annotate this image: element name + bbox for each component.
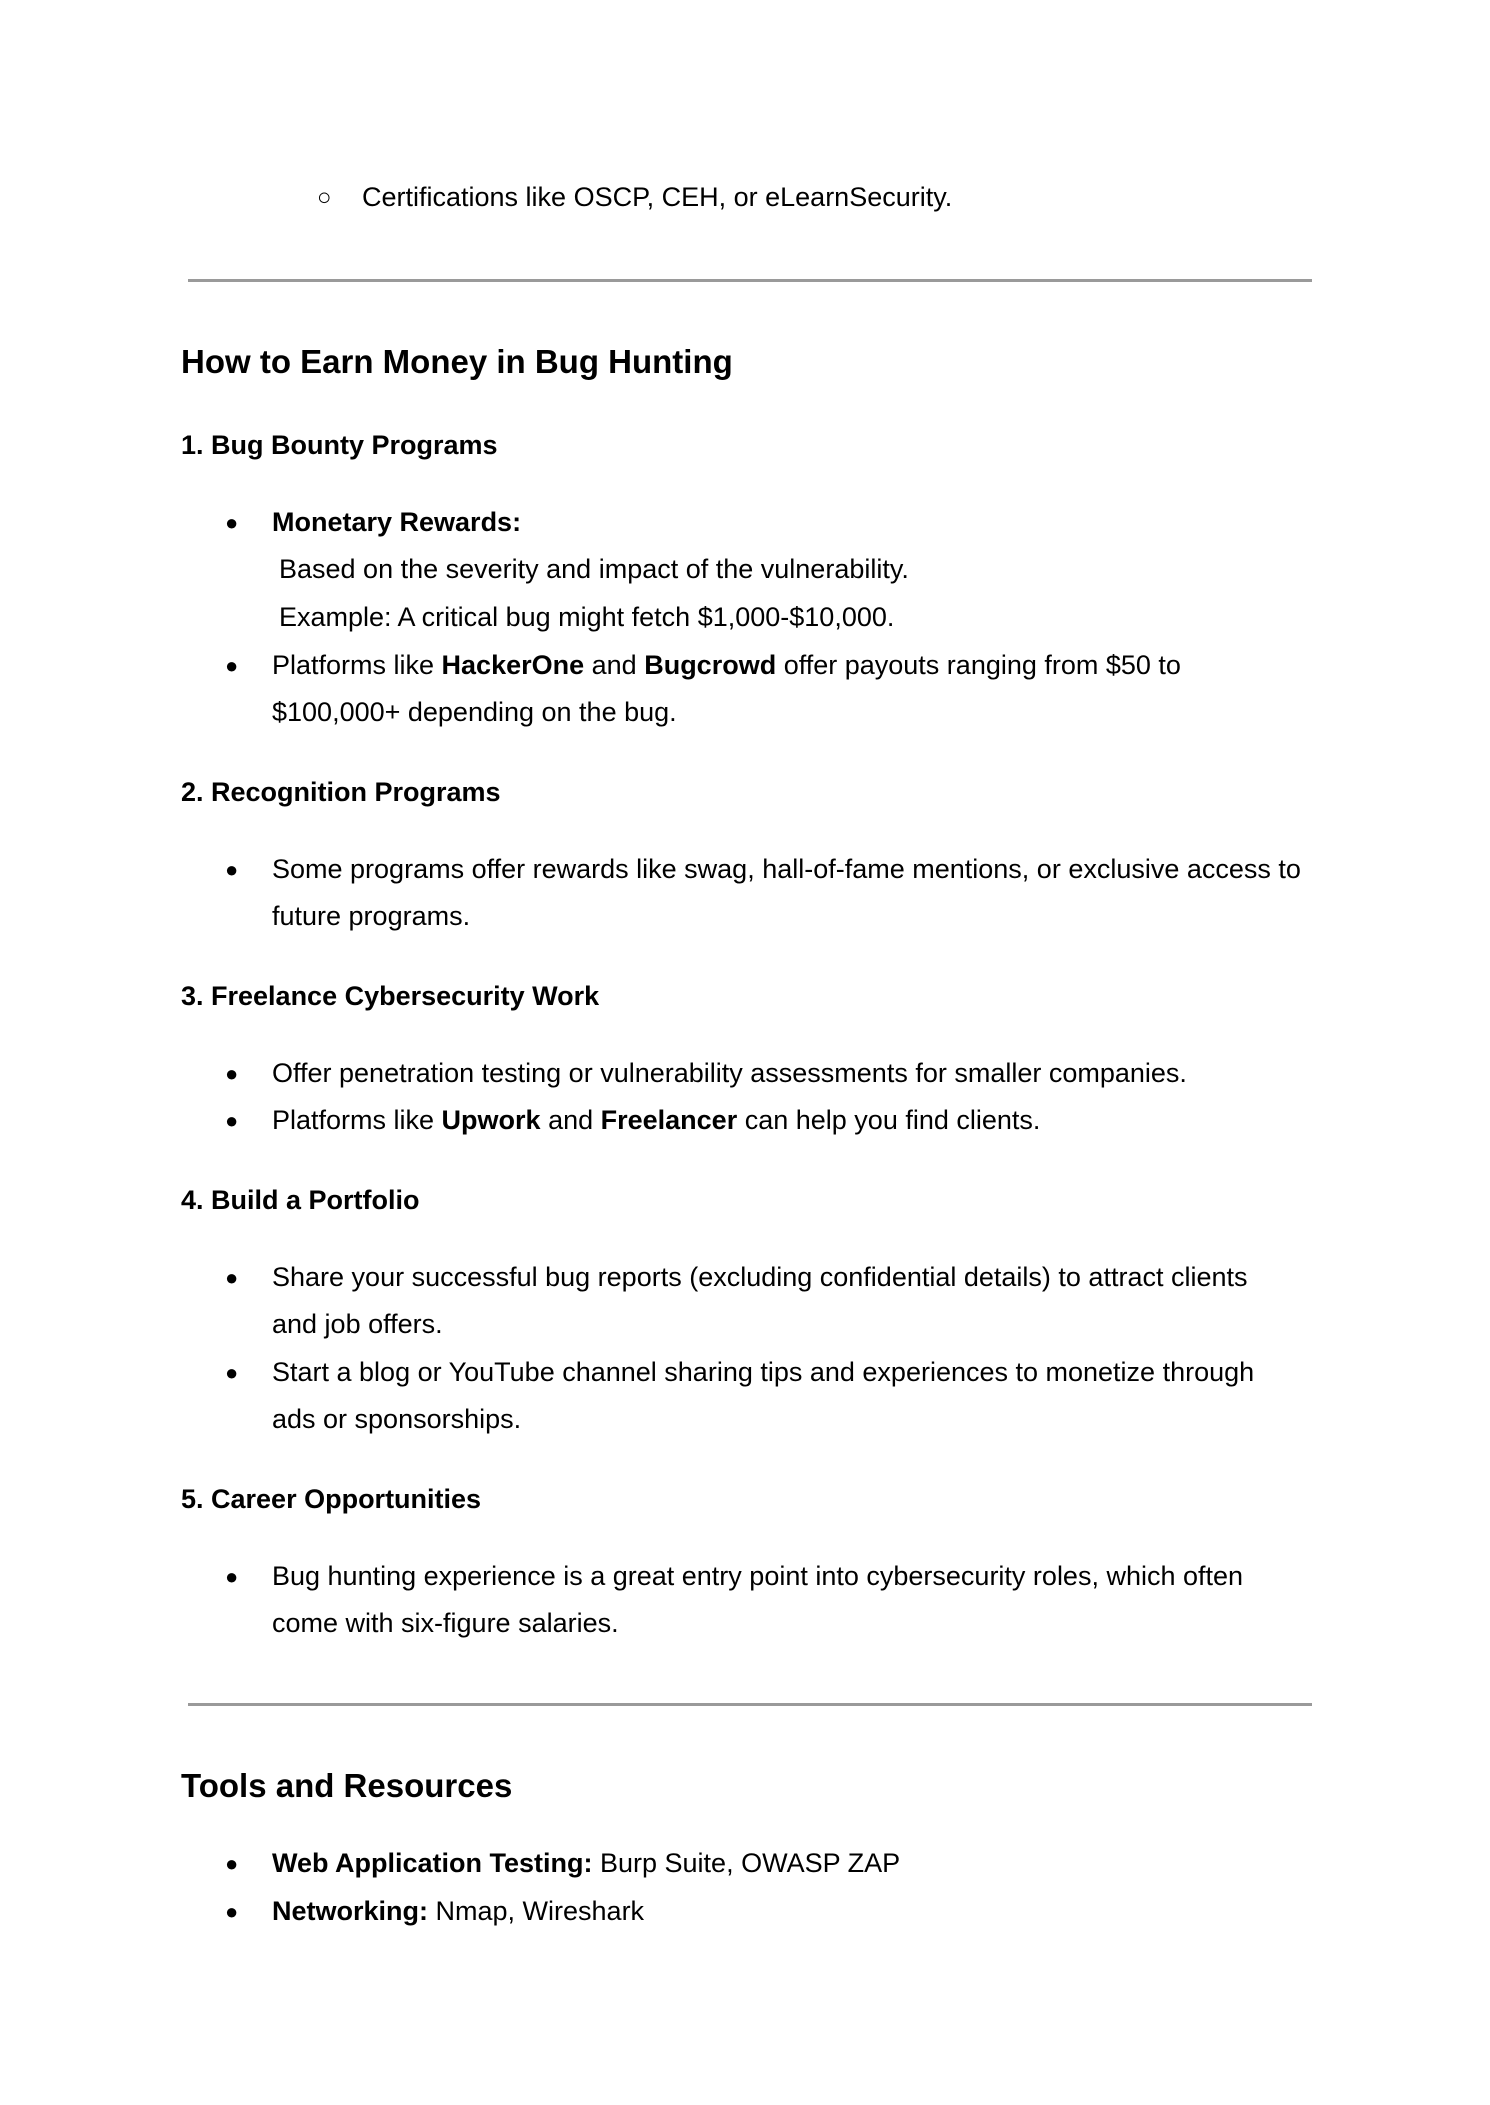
- section-heading-tools: Tools and Resources: [181, 1767, 513, 1804]
- bullet-icon: ●: [225, 653, 239, 678]
- certifications-item: Certifications like OSCP, CEH, or eLearnSecurity.: [362, 182, 953, 212]
- career-item: Bug hunting experience is a great entry point into cybersecurity roles, which often come with six-figure salaries.: [272, 1561, 1244, 1638]
- networking-label: Networking:: [272, 1896, 429, 1926]
- bullet-icon: ●: [225, 1851, 239, 1876]
- bugcrowd-name: Bugcrowd: [644, 650, 777, 680]
- monetary-rewards-label: Monetary Rewards:: [272, 507, 522, 537]
- subheading-bug-bounty: 1. Bug Bounty Programs: [181, 430, 498, 460]
- bullet-icon: ●: [225, 857, 239, 882]
- networking-item: Networking: Nmap, Wireshark: [272, 1896, 645, 1926]
- horizontal-divider: [188, 279, 1312, 282]
- bullet-icon: ●: [225, 1265, 239, 1290]
- monetary-rewards-line2: Example: A critical bug might fetch $1,000-$10,000.: [279, 602, 895, 632]
- hackerone-name: HackerOne: [441, 650, 585, 680]
- bug-reports-item: Share your successful bug reports (excluding confidential details) to attract clients and job offers.: [272, 1262, 1248, 1339]
- subheading-freelance: 3. Freelance Cybersecurity Work: [181, 981, 600, 1011]
- section-heading-earn-money: How to Earn Money in Bug Hunting: [181, 343, 733, 380]
- bullet-icon: ●: [225, 1108, 239, 1133]
- hollow-bullet-icon: ○: [317, 184, 332, 211]
- platforms-payouts-item: Platforms like HackerOne and Bugcrowd offer payouts ranging from $50 to $100,000+ depending on the bug.: [272, 650, 1181, 727]
- penetration-testing-item: Offer penetration testing or vulnerability assessments for smaller companies.: [272, 1058, 1187, 1088]
- horizontal-divider: [188, 1703, 1312, 1706]
- bullet-icon: ●: [225, 1564, 239, 1589]
- bullet-icon: ●: [225, 510, 239, 535]
- bullet-icon: ●: [225, 1899, 239, 1924]
- upwork-name: Upwork: [441, 1105, 541, 1135]
- bullet-icon: ●: [225, 1360, 239, 1385]
- subheading-recognition: 2. Recognition Programs: [181, 777, 501, 807]
- web-app-testing-label: Web Application Testing:: [272, 1848, 593, 1878]
- subheading-career: 5. Career Opportunities: [181, 1484, 482, 1514]
- monetary-rewards-line1: Based on the severity and impact of the vulnerability.: [279, 554, 909, 584]
- freelancer-name: Freelancer: [600, 1105, 738, 1135]
- recognition-item: Some programs offer rewards like swag, hall-of-fame mentions, or exclusive access to future programs.: [272, 854, 1301, 931]
- blog-youtube-item: Start a blog or YouTube channel sharing tips and experiences to monetize through ads or sponsorships.: [272, 1357, 1255, 1434]
- bullet-icon: ●: [225, 1061, 239, 1086]
- subheading-portfolio: 4. Build a Portfolio: [181, 1185, 420, 1215]
- web-app-testing-item: Web Application Testing: Burp Suite, OWASP ZAP: [272, 1848, 901, 1878]
- freelance-platforms-item: Platforms like Upwork and Freelancer can help you find clients.: [272, 1105, 1041, 1135]
